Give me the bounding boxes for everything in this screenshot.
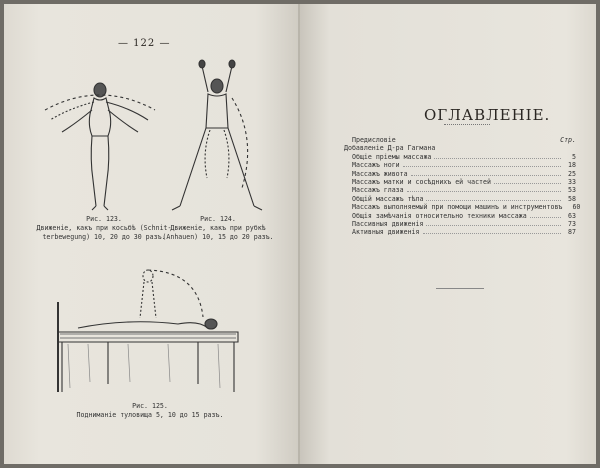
toc-row	[344, 212, 576, 220]
toc-row	[344, 178, 576, 186]
toc-entry-title: Общія замѣчанія относительно техники массажа	[352, 211, 527, 220]
toc-entry-title: Массажъ живота	[352, 169, 408, 178]
figure-123-label: Рис. 123.	[86, 215, 122, 223]
toc-title: ОГЛАВЛЕНІЕ.	[424, 106, 551, 124]
figure-125-illustration	[48, 262, 248, 402]
toc-row	[344, 136, 576, 144]
toc-page-header: Стр.	[560, 136, 576, 144]
toc-entry-page: 63	[568, 211, 576, 220]
figure-124-label: Рис. 124.	[200, 215, 236, 223]
toc-entry-page: 33	[568, 177, 576, 186]
toc-entry-page: 25	[568, 169, 576, 178]
toc-title-rule	[444, 124, 490, 125]
toc-row	[344, 170, 576, 178]
toc-row	[344, 195, 576, 203]
toc-entry-title: Массажъ глаза	[352, 186, 404, 195]
figure-123-caption-line-2: terbewegung) 10, 20 до 30 разъ.	[42, 233, 166, 241]
toc-row	[344, 220, 576, 228]
toc-entry-title: Массажъ ноги	[352, 161, 400, 170]
toc-entry-title: Пассивныя движенія	[352, 219, 424, 228]
toc-entry-page: 73	[568, 219, 576, 228]
figure-125-caption-line-1: Подниманіе туловища 5, 10 до 15 разъ.	[76, 411, 224, 419]
table-of-contents	[344, 136, 581, 237]
toc-entry-title: Активныя движенія	[352, 228, 420, 237]
toc-entry-title: Массажъ выполняемый при помощи машинъ и инструментовъ	[352, 203, 563, 212]
toc-entry-page: 53	[568, 186, 576, 195]
end-rule	[436, 288, 484, 289]
toc-entry-page: 60	[572, 203, 581, 212]
toc-entry-page: 18	[568, 161, 576, 170]
toc-row	[344, 144, 576, 152]
toc-entry-title: Предисловіе	[352, 136, 396, 144]
toc-row	[344, 161, 576, 169]
toc-row	[344, 153, 576, 161]
toc-entry-title: Массажъ матки и сосѣднихъ ей частей	[352, 177, 491, 186]
toc-entry-title: Добавленіе Д-ра Гагмана	[344, 144, 436, 153]
figure-125-label: Рис. 125.	[132, 402, 168, 410]
toc-row	[344, 186, 576, 194]
toc-row	[344, 228, 576, 236]
figure-123-caption-line-1: Движеніе, какъ при косьбѣ (Schnit-	[36, 224, 172, 232]
toc-entry-title: Общіе пріемы массажа	[352, 152, 432, 161]
toc-entry-page: 58	[568, 194, 576, 203]
figure-124-caption	[148, 215, 288, 242]
figure-125-caption	[60, 402, 240, 420]
figure-123-illustration	[40, 80, 160, 215]
page-number: — 122 —	[118, 38, 171, 49]
toc-entry-page: 87	[568, 228, 576, 237]
toc-entry-page: 5	[572, 152, 576, 161]
toc-row	[344, 203, 581, 212]
figure-124-caption-line-2: (Anhauen) 10, 15 до 20 разъ.	[162, 233, 274, 241]
figure-124-illustration	[162, 58, 272, 218]
toc-entry-title: Общій массажъ тѣла	[352, 194, 424, 203]
figure-124-caption-line-1: Движеніе, какъ при рубкѣ	[170, 224, 266, 232]
